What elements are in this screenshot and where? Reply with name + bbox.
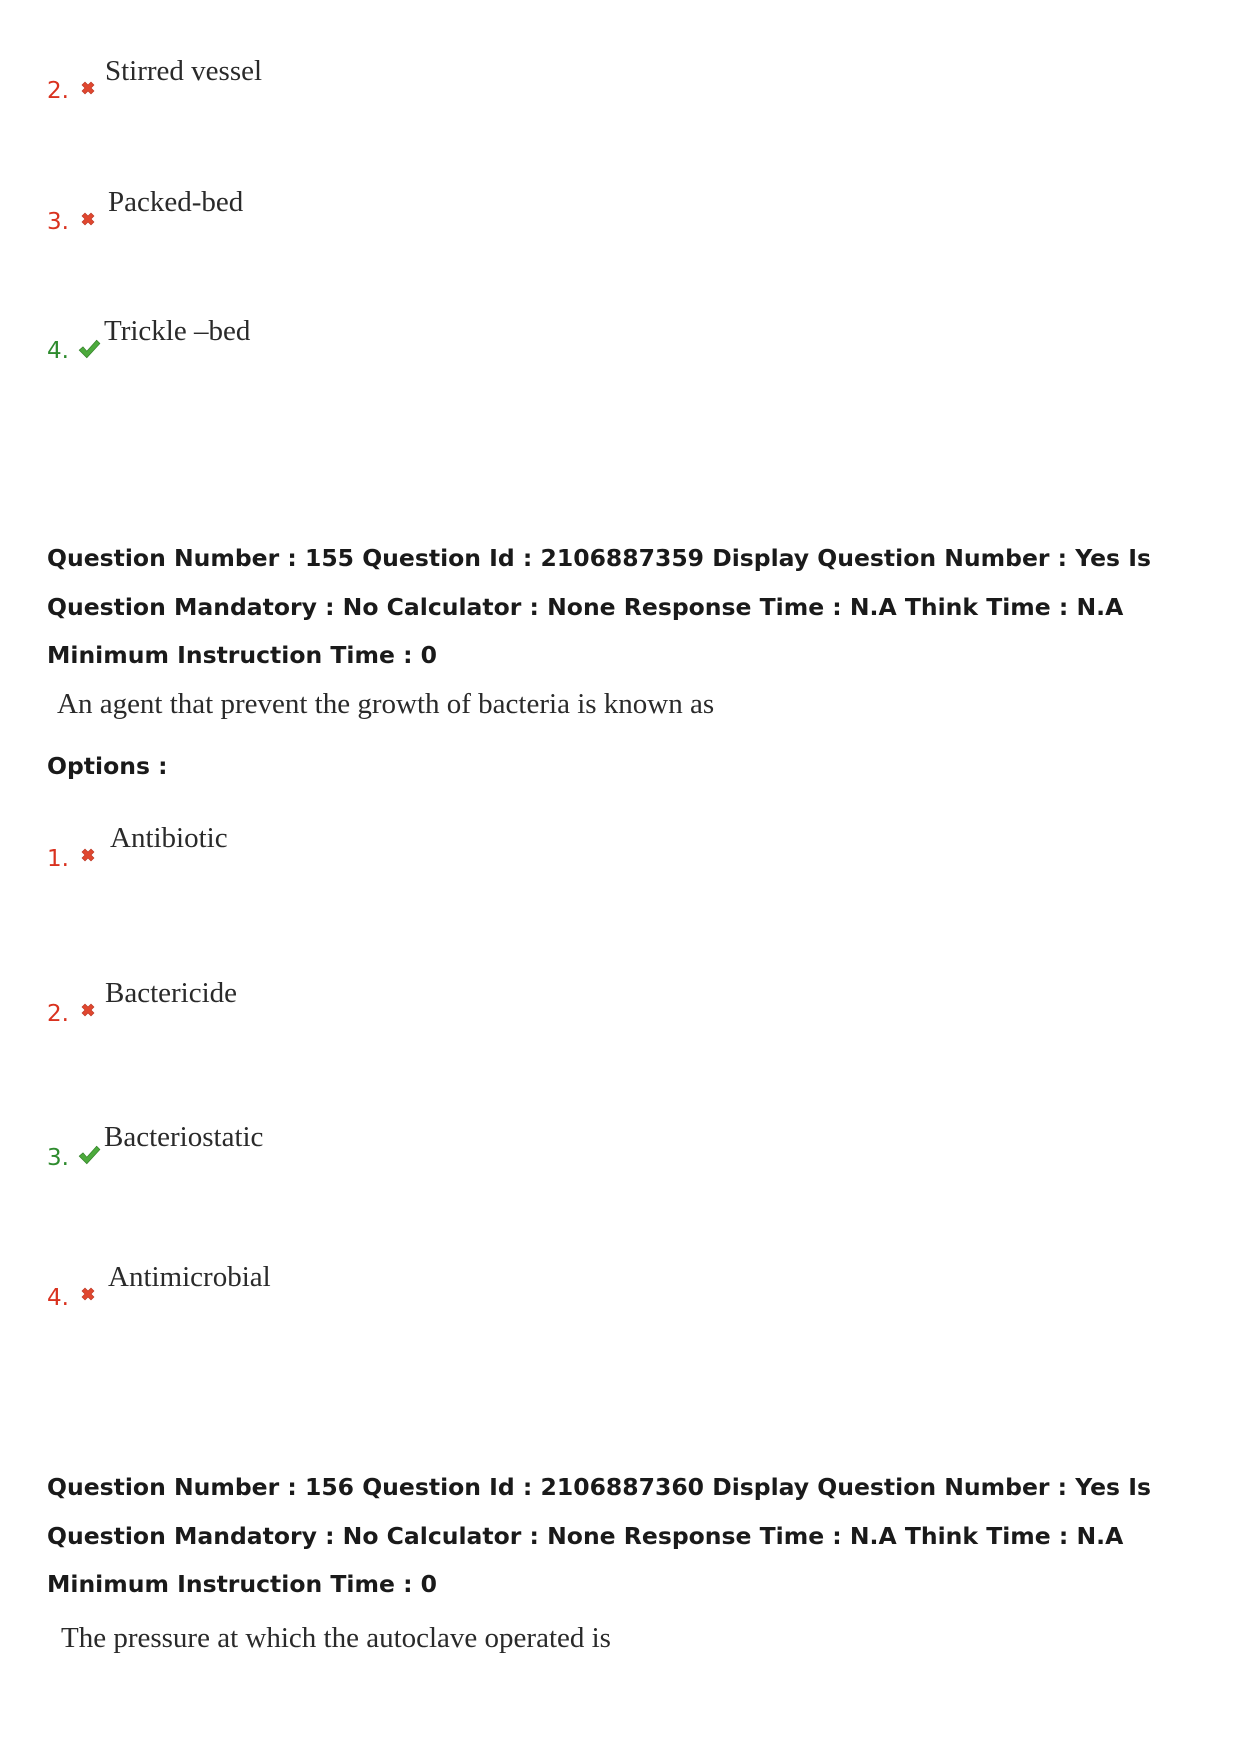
option-text: Stirred vessel xyxy=(105,55,263,87)
option-number: 1. xyxy=(47,846,69,872)
option-number: 4. xyxy=(47,338,69,364)
cross-icon xyxy=(77,844,99,866)
option-number: 4. xyxy=(47,1285,69,1311)
option-number: 2. xyxy=(47,1001,69,1027)
check-icon xyxy=(77,337,101,361)
cross-icon xyxy=(77,1283,99,1305)
option-number: 3. xyxy=(47,209,69,235)
check-icon xyxy=(77,1143,101,1167)
options-label: Options : xyxy=(47,752,168,780)
question-text: An agent that prevent the growth of bacteria is known as xyxy=(57,688,715,720)
option-text: Antibiotic xyxy=(110,822,228,854)
option-number: 3. xyxy=(47,1145,69,1171)
cross-icon xyxy=(77,999,99,1021)
question-text: The pressure at which the autoclave operated is xyxy=(61,1622,611,1654)
question-meta: Question Number : 156 Question Id : 2106887360 Display Question Number : Yes Is Question Mandatory : No Calculator : None Response Time : N.A Think Time : N.A Minimum Instruction Time : 0 xyxy=(47,1473,1151,1598)
cross-icon xyxy=(77,77,99,99)
option-text: Trickle –bed xyxy=(104,315,251,347)
option-text: Antimicrobial xyxy=(108,1261,271,1293)
option-text: Packed-bed xyxy=(108,186,244,218)
option-text: Bacteriostatic xyxy=(104,1121,264,1153)
cross-icon xyxy=(77,208,99,230)
question-meta: Question Number : 155 Question Id : 2106887359 Display Question Number : Yes Is Question Mandatory : No Calculator : None Response Time : N.A Think Time : N.A Minimum Instruction Time : 0 xyxy=(47,544,1151,669)
option-number: 2. xyxy=(47,78,69,104)
option-text: Bactericide xyxy=(105,977,238,1009)
